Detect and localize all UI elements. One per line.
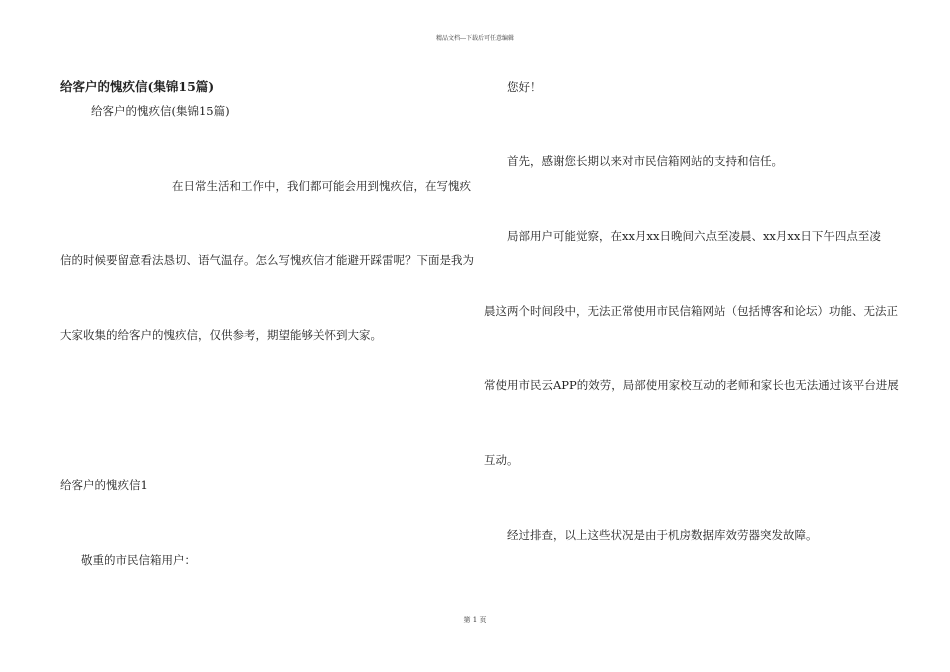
document-subtitle: 给客户的愧疚信(集锦15篇) (91, 104, 230, 118)
page-footer: 第 1 页 (463, 616, 487, 624)
paragraph-1: 首先，感谢您长期以来对市民信箱网站的支持和信任。 (507, 154, 783, 168)
intro-line-2: 信的时候要留意看法恳切、语气温存。怎么写愧疚信才能避开踩雷呢？下面是我为 (60, 253, 474, 267)
intro-line-1: 在日常生活和工作中，我们都可能会用到愧疚信，在写愧疚 (172, 179, 471, 193)
paragraph-2-line-4: 互动。 (484, 453, 519, 467)
salutation: 敬重的市民信箱用户： (81, 553, 196, 567)
greeting: 您好！ (507, 80, 542, 94)
paragraph-2-line-3: 常使用市民云APP的效劳，局部使用家校互动的老师和家长也无法通过该平台进展 (484, 378, 899, 392)
intro-line-3: 大家收集的给客户的愧疚信，仅供参考，期望能够关怀到大家。 (60, 328, 382, 342)
paragraph-2-line-2: 晨这两个时间段中，无法正常使用市民信箱网站（包括博客和论坛）功能、无法正 (484, 304, 898, 318)
paragraph-3: 经过排查，以上这些状况是由于机房数据库效劳器突发故障。 (507, 528, 818, 542)
document-title: 给客户的愧疚信(集锦15篇) (60, 79, 215, 94)
paragraph-2-line-1: 局部用户可能觉察，在xx月xx日晚间六点至凌晨、xx月xx日下午四点至凌 (507, 229, 881, 243)
section-title: 给客户的愧疚信1 (60, 478, 148, 492)
page-header: 精品文档---下载后可任意编辑 (435, 35, 515, 42)
